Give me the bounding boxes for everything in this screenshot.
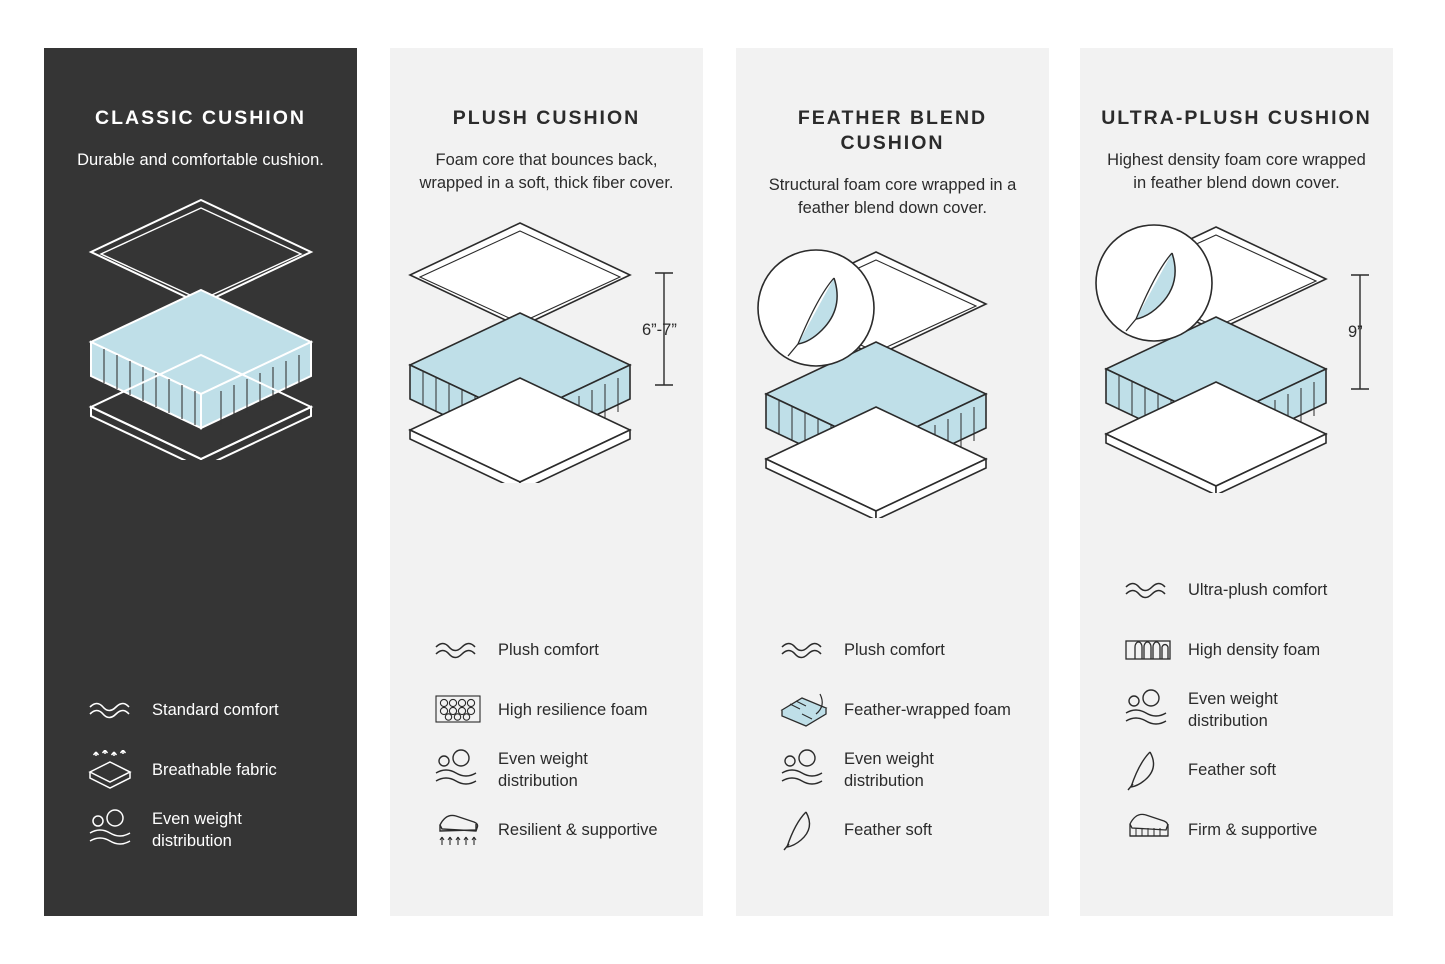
feature-label: Breathable fabric [152, 761, 277, 779]
feature-item [1124, 808, 1359, 852]
card-plush-cushion [390, 48, 703, 916]
feature-item [1124, 688, 1359, 732]
honeycomb-foam-icon [434, 692, 492, 728]
wave-icon [88, 699, 146, 721]
wave-icon [434, 639, 492, 661]
feature-item [1124, 628, 1359, 672]
firm-supportive-icon [1124, 810, 1182, 850]
feature-label: Ultra-plush comfort [1188, 581, 1328, 599]
feature-label: Plush comfort [498, 641, 599, 659]
feature-item [434, 628, 669, 672]
feature-label: Feather soft [1188, 761, 1277, 779]
dimension-label: 9” [1348, 323, 1363, 341]
card-subtitle: Durable and comfortable cushion. [77, 151, 324, 169]
even-weight-icon [434, 749, 492, 791]
card-classic-cushion [44, 48, 357, 916]
even-weight-icon [88, 809, 146, 851]
wave-icon [780, 639, 838, 661]
feature-list [1080, 568, 1393, 868]
card-title: PLUSH CUSHION [452, 107, 641, 129]
breathable-fabric-icon [88, 750, 146, 790]
feather-icon [780, 808, 838, 852]
feature-label: Even weight distribution [1188, 690, 1278, 730]
feature-label: High resilience foam [498, 701, 648, 719]
exploded-cushion-illustration [390, 213, 703, 513]
dimension-label: 6”-7” [642, 321, 677, 339]
card-ultra-plush-cushion [1080, 48, 1393, 916]
exploded-cushion-illustration [736, 238, 1049, 538]
card-title: CLASSIC CUSHION [95, 107, 306, 129]
feature-label: Standard comfort [152, 701, 279, 719]
even-weight-icon [1124, 689, 1182, 731]
card-title: ULTRA-PLUSH CUSHION [1101, 107, 1372, 129]
exploded-cushion-illustration [1080, 213, 1393, 513]
feather-icon [1124, 748, 1182, 792]
feather-badge [1096, 225, 1212, 341]
even-weight-icon [780, 749, 838, 791]
card-subtitle: Highest density foam core wrapped in feather blend down cover. [1107, 151, 1366, 192]
feature-item [434, 688, 669, 732]
feature-label: Even weight distribution [498, 750, 588, 790]
feature-item [88, 808, 323, 852]
feature-list [390, 628, 703, 868]
feature-label: Feather-wrapped foam [844, 701, 1011, 719]
exploded-cushion-illustration [44, 190, 357, 490]
feature-label: Firm & supportive [1188, 821, 1318, 839]
feature-item [780, 688, 1015, 732]
card-subtitle: Foam core that bounces back, wrapped in a soft, thick fiber cover. [419, 151, 674, 192]
feature-label: High density foam [1188, 641, 1321, 659]
feature-label: Even weight distribution [152, 810, 242, 850]
feather-wrapped-foam-icon [780, 690, 838, 730]
card-feather-blend-cushion [736, 48, 1049, 916]
feature-label: Resilient & supportive [498, 821, 658, 839]
feature-item [780, 628, 1015, 672]
feather-badge [758, 250, 874, 366]
feature-item [780, 748, 1015, 792]
feature-item [1124, 568, 1359, 612]
feature-label: Feather soft [844, 821, 933, 839]
feature-item [434, 808, 669, 852]
wave-icon [1124, 579, 1182, 601]
feature-list [44, 688, 357, 868]
card-title: FEATHER BLEND CUSHION [797, 107, 988, 154]
supportive-seat-icon [434, 809, 492, 851]
density-foam-icon [1124, 635, 1182, 665]
feature-item [88, 688, 323, 732]
feature-list [736, 628, 1049, 868]
card-subtitle: Structural foam core wrapped in a feather blend down cover. [768, 176, 1017, 217]
feature-label: Plush comfort [844, 641, 945, 659]
feature-item [1124, 748, 1359, 792]
feature-item [88, 748, 323, 792]
feature-item [780, 808, 1015, 852]
feature-item [434, 748, 669, 792]
feature-label: Even weight distribution [844, 750, 934, 790]
